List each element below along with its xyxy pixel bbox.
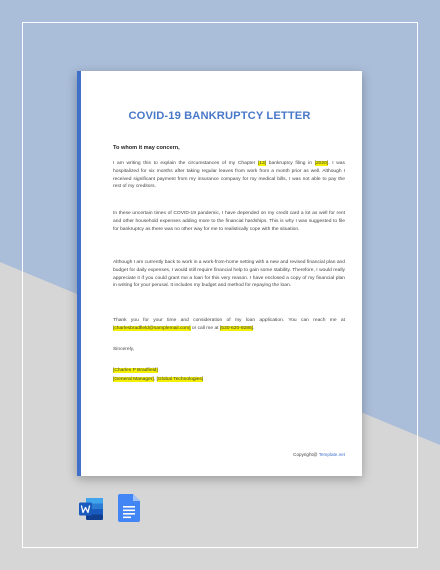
signature-name: [Charles P Bradfield] bbox=[113, 368, 158, 373]
paragraph-1-text: . I was hospitalized for six months after taking regular leaves from work from a month prior as well. Although I received significant payment from my insurance company for my medical bills, I was not able to pay the rest of my creditors. bbox=[113, 161, 345, 190]
copyright-brand: Template.net bbox=[318, 452, 345, 457]
paragraph-4-text: or call me at bbox=[190, 325, 220, 331]
paragraph-2: In these uncertain times of COVID-19 pandemic, I have depended on my credit card a lot as well for rent and other household expenses adding more to the financial hardships. This is why I was suggested to file for bankruptcy as there was no other way for me to realistically cope with the situation. bbox=[113, 211, 345, 232]
paragraph-1 bbox=[113, 160, 345, 191]
highlight-chapter: [13] bbox=[257, 161, 267, 166]
highlight-phone: [530-620-9286] bbox=[219, 325, 254, 331]
signature-company: [Global Technologies] bbox=[156, 377, 204, 382]
signature-position: [General Manager] bbox=[113, 377, 154, 382]
copyright-label: Copyright@ bbox=[293, 452, 319, 457]
paragraph-4-text: Thank you for your time and consideration of my loan application. You can reach me at bbox=[113, 318, 345, 323]
sheet-accent-bar bbox=[77, 71, 81, 476]
signature-title-line bbox=[113, 376, 203, 384]
word-icon[interactable] bbox=[78, 496, 104, 522]
highlight-year: [2020] bbox=[314, 161, 329, 166]
paragraph-1-text: bankruptcy filing in bbox=[266, 161, 315, 166]
highlight-email: [charlesbradfield@samplemail.com] bbox=[113, 325, 191, 331]
closing: Sincerely, bbox=[113, 347, 135, 352]
paragraph-1-text: I am writing this to explain the circumstances of my Chapter bbox=[113, 161, 258, 166]
paragraph-3: Although I am currently back to work in a work-from-home setting with a new and revised financial plan and budget for daily expenses, I would still require financial help to gain some stability. Therefore, I would really appreciate it if you could grant me a loan for this very reason. I have enclosed a copy of my financial plan in writing for your perusal. It includes my budget and method for repaying the loan. bbox=[113, 260, 345, 289]
document-title: COVID-19 BANKRUPTCY LETTER bbox=[128, 110, 311, 122]
paragraph-4 bbox=[113, 317, 345, 333]
signature-separator: , bbox=[153, 377, 157, 382]
google-docs-icon[interactable] bbox=[118, 494, 140, 522]
copyright bbox=[293, 452, 345, 457]
salutation: To whom it may concern, bbox=[113, 145, 180, 151]
signature-name-line bbox=[113, 367, 158, 375]
letter-sheet bbox=[77, 71, 362, 476]
paragraph-4-text: . bbox=[253, 325, 255, 331]
